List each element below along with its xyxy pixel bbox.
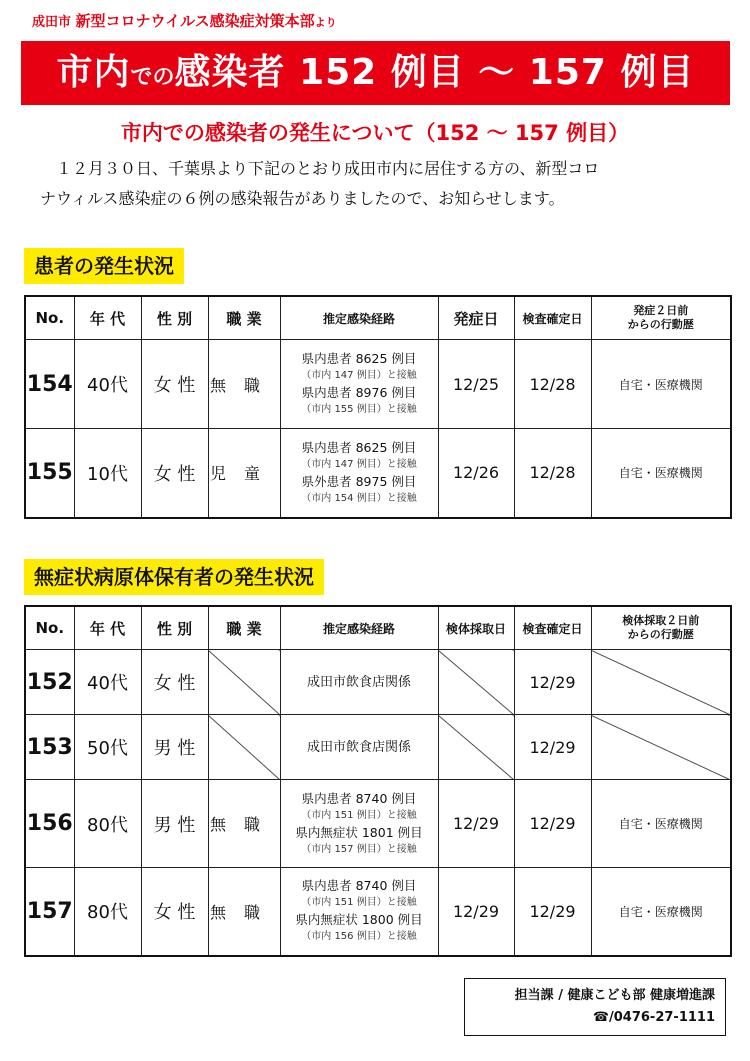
col-sex: 性 別 (141, 606, 208, 650)
case-onset: 12/25 (438, 340, 514, 429)
table-row (25, 429, 731, 518)
route-note: （市内 151 例目）と接触 (301, 897, 417, 909)
empty-cell (438, 650, 514, 715)
issuer-name: 新型コロナウイルス感染症対策本部 (75, 12, 315, 30)
empty-cell (208, 715, 280, 780)
case-age: 50代 (74, 715, 141, 780)
case-job: 無職 (208, 340, 280, 429)
route-note: （市内 157 例目）と接触 (301, 843, 417, 855)
case-sex: 女 性 (141, 340, 208, 429)
intro-text (40, 154, 720, 214)
route-line: 県内患者 8625 例目 (301, 351, 417, 366)
col-confirm: 検査確定日 (514, 606, 591, 650)
title-banner (21, 41, 730, 105)
case-route (280, 780, 438, 868)
case-route: 成田市飲食店関係 (280, 715, 438, 780)
case-age: 40代 (74, 650, 141, 715)
banner-part1: 市内 (56, 52, 131, 93)
col-job: 職 業 (208, 606, 280, 650)
case-age: 10代 (74, 429, 141, 518)
contact-dept: 担当課 / 健康こども部 健康増進課 (514, 988, 715, 1003)
issuer-suffix: より (314, 16, 337, 29)
route-note: （市内 151 例目）と接触 (301, 809, 417, 821)
contact-box (464, 978, 726, 1036)
col-job: 職 業 (208, 296, 280, 340)
case-route (280, 868, 438, 956)
col-no: No. (25, 296, 74, 340)
case-job: 児童 (208, 429, 280, 518)
case-route (280, 340, 438, 429)
case-sex: 男 性 (141, 715, 208, 780)
asymptomatic-table (24, 605, 732, 957)
case-history: 自宅・医療機関 (591, 429, 731, 518)
asymptomatic-section-label: 無症状病原体保有者の発生状況 (24, 559, 324, 595)
route-note: （市内 147 例目）と接触 (301, 458, 417, 470)
case-confirm: 12/28 (514, 340, 591, 429)
col-history-l2: からの行動歴 (627, 318, 694, 331)
route-line: 県内無症状 1800 例目 (295, 912, 423, 928)
contact-phone: ☎/0476-27-1111 (592, 1010, 715, 1025)
col-history-l1: 検体採取２日前 (622, 614, 700, 627)
route-note: （市内 147 例目）と接触 (301, 370, 417, 381)
patients-header-row (25, 296, 731, 340)
case-no: 152 (25, 650, 74, 715)
route-line: 県内患者 8976 例目 (301, 385, 417, 400)
col-history (591, 296, 731, 340)
issuer-prefix: 成田市 (32, 15, 72, 30)
case-no: 153 (25, 715, 74, 780)
table-row (25, 650, 731, 715)
case-history: 自宅・医療機関 (591, 340, 731, 429)
col-sex: 性 別 (141, 296, 208, 340)
case-sex: 女 性 (141, 868, 208, 956)
col-history-l2: からの行動歴 (627, 628, 694, 641)
intro-line-1: １２月３０日、千葉県より下記のとおり成田市内に居住する方の、新型コロ (56, 159, 600, 178)
case-confirm: 12/29 (514, 715, 591, 780)
col-age: 年 代 (74, 296, 141, 340)
route-note: （市内 156 例目）と接触 (301, 931, 417, 943)
table-row (25, 780, 731, 868)
route-line: 県内患者 8740 例目 (301, 878, 417, 894)
col-age: 年 代 (74, 606, 141, 650)
route-line: 県内患者 8625 例目 (301, 439, 417, 455)
case-age: 80代 (74, 868, 141, 956)
patients-section-label: 患者の発生状況 (24, 248, 184, 284)
case-onset: 12/26 (438, 429, 514, 518)
case-confirm: 12/29 (514, 868, 591, 956)
empty-cell (208, 650, 280, 715)
asymptomatic-header-row (25, 606, 731, 650)
col-history-l1: 発症２日前 (633, 304, 689, 317)
case-history: 自宅・医療機関 (591, 868, 731, 956)
case-no: 157 (25, 868, 74, 956)
table-row (25, 715, 731, 780)
case-no: 156 (25, 780, 74, 868)
patients-table (24, 295, 732, 519)
route-line: 県外患者 8975 例目 (301, 473, 417, 489)
case-history: 自宅・医療機関 (591, 780, 731, 868)
col-confirm: 検査確定日 (514, 296, 591, 340)
col-sample: 検体採取日 (438, 606, 514, 650)
case-route (280, 429, 438, 518)
empty-cell (591, 650, 731, 715)
col-history (591, 606, 731, 650)
banner-part3: 感染者 152 例目 ～ 157 例目 (174, 52, 695, 93)
case-sample: 12/29 (438, 868, 514, 956)
case-age: 40代 (74, 340, 141, 429)
intro-line-2: ナウィルス感染症の６例の感染報告がありましたので、お知らせします。 (40, 189, 565, 208)
col-route: 推定感染経路 (280, 606, 438, 650)
route-note: （市内 154 例目）と接触 (301, 492, 417, 504)
case-no: 154 (25, 340, 74, 429)
issuer-line (32, 10, 337, 31)
page-subtitle: 市内での感染者の発生について（152 ～ 157 例目） (120, 121, 630, 145)
case-job: 無職 (208, 868, 280, 956)
table-row (25, 868, 731, 956)
col-onset: 発症日 (438, 296, 514, 340)
case-age: 80代 (74, 780, 141, 868)
table-row (25, 340, 731, 429)
route-line: 県内無症状 1801 例目 (295, 824, 423, 840)
case-no: 155 (25, 429, 74, 518)
empty-cell (591, 715, 731, 780)
case-confirm: 12/29 (514, 650, 591, 715)
case-confirm: 12/29 (514, 780, 591, 868)
case-sex: 女 性 (141, 650, 208, 715)
case-confirm: 12/28 (514, 429, 591, 518)
route-line: 県内患者 8740 例目 (301, 790, 417, 806)
col-no: No. (25, 606, 74, 650)
case-sample: 12/29 (438, 780, 514, 868)
case-sex: 女 性 (141, 429, 208, 518)
banner-part2: での (130, 65, 175, 90)
case-sex: 男 性 (141, 780, 208, 868)
case-route: 成田市飲食店関係 (280, 650, 438, 715)
route-note: （市内 155 例目）と接触 (301, 404, 417, 415)
empty-cell (438, 715, 514, 780)
col-route: 推定感染経路 (280, 296, 438, 340)
case-job: 無職 (208, 780, 280, 868)
